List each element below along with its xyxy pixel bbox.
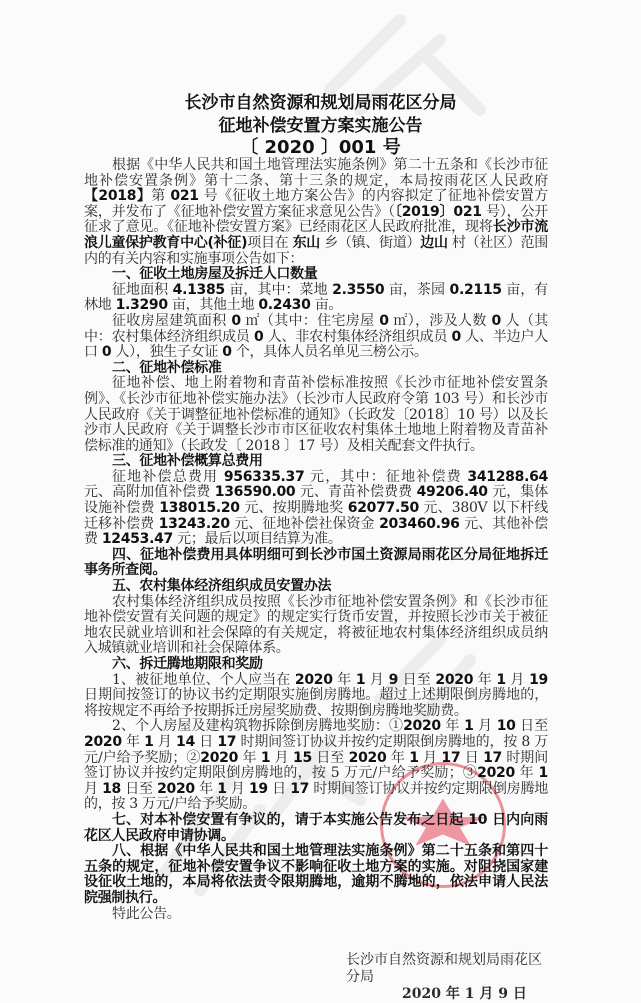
text-segment: 1、被征地单位、个人应当在 [112,671,295,688]
paragraph [84,595,548,657]
text-segment: 日至 [515,718,548,735]
signature-block [84,952,548,1003]
bold-value: 长沙市流浪儿童保护教育中心(补征) [84,219,548,251]
text-segment: 根据《中华人民共和国土地管理法实施条例》第二十五条和《长沙市征地补偿安置条例》第十二条、第十三条的规定，本局按雨花区人民政府 [84,157,548,189]
text-segment: 日期间按签订的协议书约定期限实施倒房腾地。超过上述期限倒房腾地的，将按规定不再给予按期拆迁房屋奖励费、按期倒房腾地奖励费。 [84,687,548,719]
text-segment: 月 [365,671,389,688]
bold-value: 0.2430 [258,297,311,314]
paragraph [84,283,548,314]
text-segment: 特此公告。 [112,905,181,922]
bold-value: 2020 [294,671,333,688]
text-segment: 亩，有林地 [84,281,548,314]
text-segment: 日至 [120,780,158,797]
text-segment: 元、青苗补偿费费 [295,484,417,501]
text-segment: 2、个人房屋及建构筑物拆除倒房腾地奖励：① [112,718,404,735]
text-segment: 号），公开征求了意见。《征地补偿安置方案》已经雨花区人民政府批准，现将 [84,203,548,236]
text-segment: 元、高附加值补偿费 [84,484,215,501]
bold-value: 0 [222,344,232,361]
text-segment: 项目在 [247,234,293,251]
text-segment: 月 [84,780,103,797]
paragraph [84,376,548,454]
text-segment: 时期间签订协议并按约定期限倒房腾地的，按 5 万元/户给予奖励；③ [84,749,548,782]
bold-value: 东山 [292,234,321,251]
bold-value: 0 [379,312,389,329]
text-segment: 三、征地补偿概算总费用 [112,453,263,470]
text-segment: 亩，其中：菜地 [224,281,333,298]
bold-value: 136590.00 [214,484,296,501]
text-segment: 月 [505,671,530,688]
bold-value: 10 [496,718,516,735]
text-segment: 村（社区）范围内的有关内容和实施事项公告如下： [84,234,548,267]
text-segment: 乡（镇、街道） [320,234,421,251]
bold-value: 138015.20 [159,500,240,517]
text-segment: 月 [473,718,497,735]
notice-body [84,158,548,922]
bold-value: 2020 [348,749,387,766]
bold-value: 49206.40 [416,484,488,501]
paragraph [84,314,548,361]
bold-value: 1 [217,780,227,797]
text-segment: 征地面积 [112,281,173,298]
text-segment: 元，其中：征地补偿费 [304,468,468,485]
bold-value: 62077.50 [347,500,419,517]
bold-value: 18 [102,780,121,797]
notice-title: 征地补偿安置方案实施公告 [218,116,423,136]
bold-value: 2020 [84,733,122,750]
section-heading [84,454,548,470]
text-segment: 人（其中：农村集体经济组织成员 [84,312,548,345]
bold-value: 2020 [435,671,474,688]
text-segment: 元、按期腾地奖 [239,500,348,517]
text-segment: 人、半边户人口 [84,328,548,361]
text-segment: 日至 [398,671,436,688]
bold-value: 1 [496,671,506,688]
bold-value: 4.1385 [172,281,225,298]
bold-value: 1 [464,718,474,735]
text-segment: 年 [121,733,145,750]
bold-value: 1 [409,749,419,766]
text-segment: 农村集体经济组织成员按照《长沙市征地补偿安置条例》和《长沙市征地补偿安置有关问题的规定》的规定实行货币安置，并按照长沙市关于被征地农民就业培训和社会保障的有关规定，将被征地农村集体经济组织成员纳入城镇就业培训和社会保障体系。 [84,593,548,657]
bold-value: 203460.96 [379,515,460,532]
text-segment: 七、对本补偿安置有争议的，请于本实施公告发布之日起 10 日内向雨花区人民政府申请协调。 [84,811,548,844]
bold-value: 2020 [157,780,195,797]
text-segment: 年 [514,765,539,782]
bold-value: 021 [170,188,199,205]
bold-value: 0 [254,328,264,345]
text-segment: 元、征地补偿社保资金 [229,515,380,532]
paragraph [84,719,548,813]
bold-value: 956335.37 [223,468,305,485]
paragraph [84,158,548,267]
text-segment: 亩，茶园 [384,281,450,298]
bold-value: 9 [388,671,399,688]
text-segment: 月 [270,749,294,766]
bold-value: 0 [101,344,112,361]
section-heading [84,579,548,595]
text-segment: 征收房屋建筑面积 [112,312,232,329]
document-flow [84,158,548,1003]
signature-organization: 长沙市自然资源和规划局雨花区分局 [346,952,542,986]
text-segment: 时期间签订协议并按约定期限倒房腾地的，按 8 万元/户给予奖励；② [84,733,548,766]
bold-value: 2020 [477,765,515,782]
bold-value: 0 [231,312,241,329]
text-segment: 亩。 [310,297,343,314]
bold-value: 2020 [403,718,441,735]
paragraph [84,673,548,720]
text-segment: 年 [238,749,261,766]
bold-value: 17 [441,749,461,766]
text-segment: 个，具体人员名单见三榜公示。 [231,344,428,361]
text-segment: 八、根据《中华人民共和国土地管理法实施条例》第二十五条和第四十五条的规定，征地补偿安置争议不影响征收土地方案的实施。对阻挠国家建设征收土地的，本局将依法责令限期腾地，逾期不腾地的，依法申请人民法院强制执行。 [84,843,548,906]
document-number: 〔 2020 〕001 号 [240,137,401,158]
signature-date: 2020 年 1 月 9 日 [402,986,527,1003]
text-segment: 人），独生子女证 [111,344,223,361]
text-segment: 日至 [311,749,349,766]
text-segment: ㎡（其中：住宅房屋 [240,312,380,329]
text-segment: 月 [226,780,249,797]
text-segment: 元、380V 以下杆线迁移补偿费 [84,500,549,532]
bold-value: 2.3550 [332,281,385,298]
bold-value: 【2018】 [84,188,152,205]
text-segment: 第 [151,188,171,205]
bold-value: 0 [491,312,501,329]
text-segment: 年 [473,671,497,688]
text-segment: 二、征地补偿标准 [112,359,222,376]
section-heading [84,548,548,579]
bold-value: 17 [217,733,237,750]
text-segment: 月 [418,749,442,766]
text-segment: 元，集体设施补偿费 [84,484,549,517]
text-segment: 五、农村集体经济组织成员安置办法 [112,578,332,595]
text-segment: 年 [194,780,218,797]
text-segment: 日 [460,749,484,766]
section-heading [84,267,548,283]
bold-value: 341288.64 [467,468,548,485]
bold-value: 1 [538,765,548,782]
paragraph [84,907,548,923]
bold-value: 边山 [420,234,448,251]
text-segment: ㎡），涉及人数 [388,312,492,329]
bold-value: 14 [176,733,195,750]
text-segment: 时期间签订协议并按约定期限倒房腾地的，按 3 万元/户给予奖励。 [84,780,548,813]
bold-value: 17 [483,749,502,766]
bold-value: 1 [260,749,271,766]
text-segment: 征地补偿总费用 [112,468,224,485]
bold-value: 1 [144,733,154,750]
bold-value: 12453.47 [101,531,173,548]
bold-value: 〔2019〕021 [394,203,482,220]
bold-value: 1 [355,671,366,688]
text-segment: 征地补偿、地上附着物和青苗补偿标准按照《长沙市征地补偿安置条例》、《长沙市征地补偿实施办法》（长沙市人民政府令第 103 号）和长沙市人民政府《关于调整征地补偿标准的通知》（长政发〔2018〕10 号）以及长沙市人民政府《关于调整长沙市市区征收农村集体土地地上附着物及青苗补偿标准的通知》（长政发〔 2018 〕17 号）及相关配套文件执行。 [84,375,548,454]
issuer-title: 长沙市自然资源和规划局雨花区分局 [184,93,457,113]
text-segment: 六、拆迁腾地期限和奖励 [112,656,263,672]
text-segment: 号《征收土地方案公告》的内容拟定了征地补偿安置方案，并发布了《征地补偿安置方案征求意见公告》（ [84,188,548,220]
bold-value: 2020 [200,749,239,766]
text-segment: 人、非农村集体经济组织成员 [263,328,452,345]
section-heading [84,361,548,377]
text-segment: 四、征地补偿费用具体明细可到长沙市国土资源局雨花区分局征地拆迁事务所查阅。 [84,546,548,579]
bold-value: 17 [290,780,310,797]
text-segment: 一、征收土地房屋及拆迁人口数量 [112,266,318,283]
text-segment: 日 [194,733,218,750]
text-segment: 年 [332,671,356,688]
text-segment: 亩，其他土地 [167,297,259,314]
bold-value: 13243.20 [158,515,230,532]
bold-value: 0 [451,328,461,345]
text-segment: 元；最后以项目结算为准。 [172,531,342,548]
section-heading [84,657,548,673]
bold-value: 15 [293,749,312,766]
text-segment: 年 [440,718,465,735]
bold-value: 0.2115 [449,281,502,298]
section-heading [84,813,548,844]
text-segment: 年 [386,749,410,766]
text-segment: 日 [267,780,291,797]
paragraph [84,470,548,548]
text-segment: 月 [153,733,177,750]
bold-value: 1.3290 [115,297,168,314]
bold-value: 19 [529,671,548,688]
bold-value: 19 [248,780,268,797]
section-heading [84,844,548,906]
text-segment: 元、其他补偿费 [84,515,548,548]
